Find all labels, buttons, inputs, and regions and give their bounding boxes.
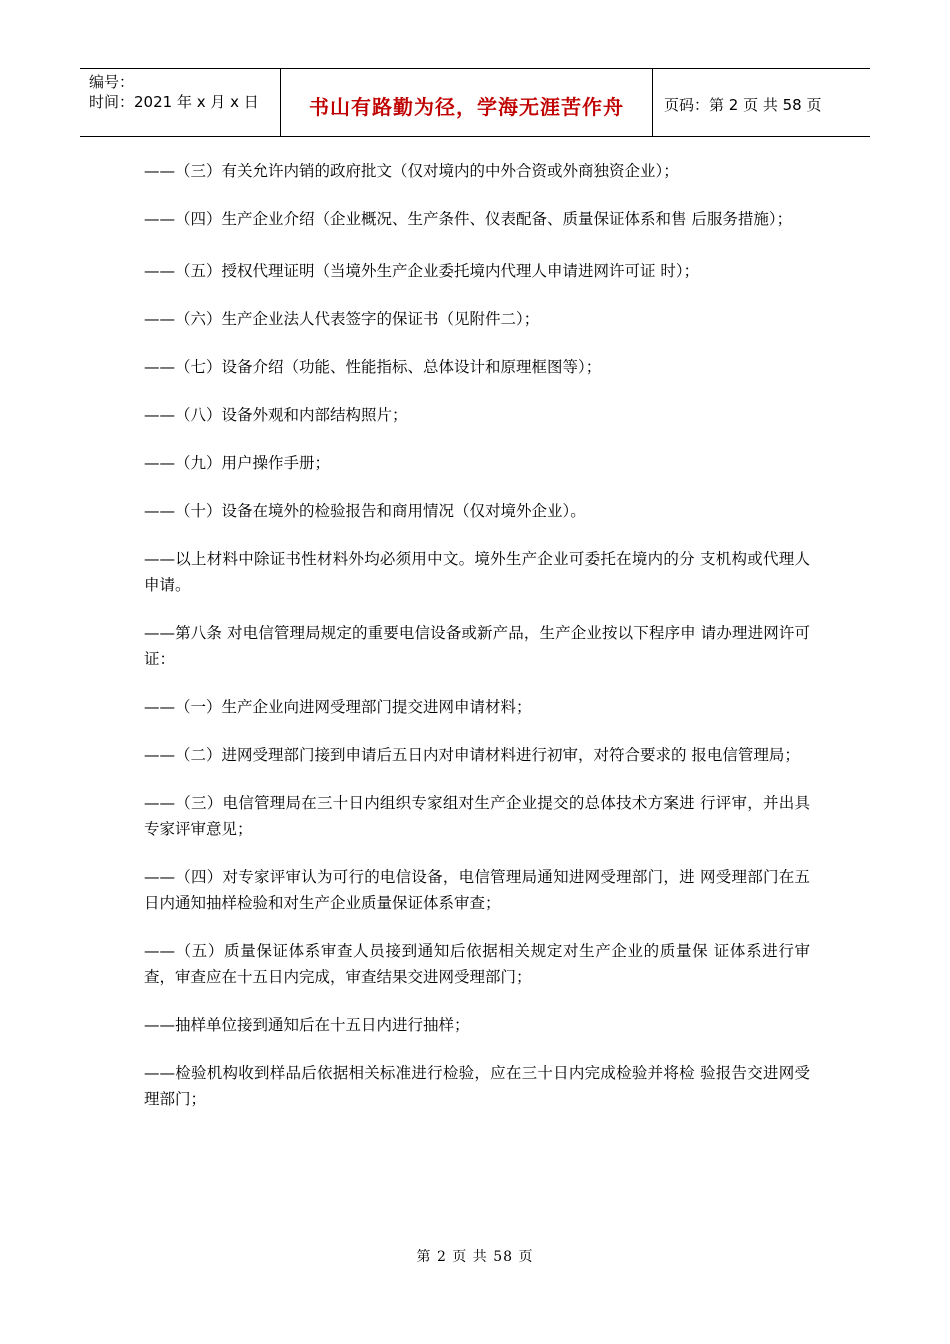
paragraph: ——（五）授权代理证明（当境外生产企业委托境内代理人申请进网许可证 时）；: [144, 262, 700, 280]
header-meta: [80, 69, 281, 136]
page-header: [80, 68, 870, 137]
header-page-code: 页码：第 2 页 共 58 页: [664, 96, 822, 114]
paragraph: ——（二）进网受理部门接到申请后五日内对申请材料进行初审，对符合要求的 报电信管理局；: [144, 746, 800, 764]
paragraph: ——（四）生产企业介绍（企业概况、生产条件、仪表配备、质量保证体系和售 后服务措施）；: [144, 210, 793, 228]
paragraph: ——第八条 对电信管理局规定的重要电信设备或新产品，生产企业按以下程序申 请办理进网许可证：: [144, 624, 810, 668]
page-footer: 第 2 页 共 58 页: [416, 1249, 534, 1265]
paragraph: ——（六）生产企业法人代表签字的保证书（见附件二）；: [144, 310, 540, 328]
document-body: [144, 158, 810, 1134]
header-motto-cell: [281, 69, 653, 136]
paragraph: ——（九）用户操作手册；: [144, 454, 331, 472]
paragraph: ——抽样单位接到通知后在十五日内进行抽样；: [144, 1016, 470, 1034]
paragraph: ——（七）设备介绍（功能、性能指标、总体设计和原理框图等）；: [144, 358, 602, 376]
paragraph: ——（五）质量保证体系审查人员接到通知后依据相关规定对生产企业的质量保 证体系进行审查，审查应在十五日内完成，审查结果交进网受理部门；: [144, 942, 810, 986]
paragraph: ——（三）电信管理局在三十日内组织专家组对生产企业提交的总体技术方案进 行评审，并出具专家评审意见；: [144, 794, 810, 838]
paragraph: ——（十）设备在境外的检验报告和商用情况（仅对境外企业）。: [144, 502, 586, 520]
paragraph: ——（三）有关允许内销的政府批文（仅对境内的中外合资或外商独资企业）；: [144, 162, 679, 180]
document-code-label: 编号：: [89, 73, 135, 91]
header-motto: 书山有路勤为径，学海无涯苦作舟: [309, 95, 624, 119]
document-date: 时间：2021 年 x 月 x 日: [89, 93, 259, 111]
paragraph: ——（一）生产企业向进网受理部门提交进网申请材料；: [144, 698, 532, 716]
paragraph: ——（八）设备外观和内部结构照片；: [144, 406, 408, 424]
paragraph: ——检验机构收到样品后依据相关标准进行检验，应在三十日内完成检验并将检 验报告交进网受理部门；: [144, 1064, 810, 1108]
paragraph: ——（四）对专家评审认为可行的电信设备，电信管理局通知进网受理部门，进 网受理部门在五日内通知抽样检验和对生产企业质量保证体系审查；: [144, 868, 810, 912]
paragraph: ——以上材料中除证书性材料外均必须用中文。境外生产企业可委托在境内的分 支机构或代理人申请。: [144, 550, 810, 594]
